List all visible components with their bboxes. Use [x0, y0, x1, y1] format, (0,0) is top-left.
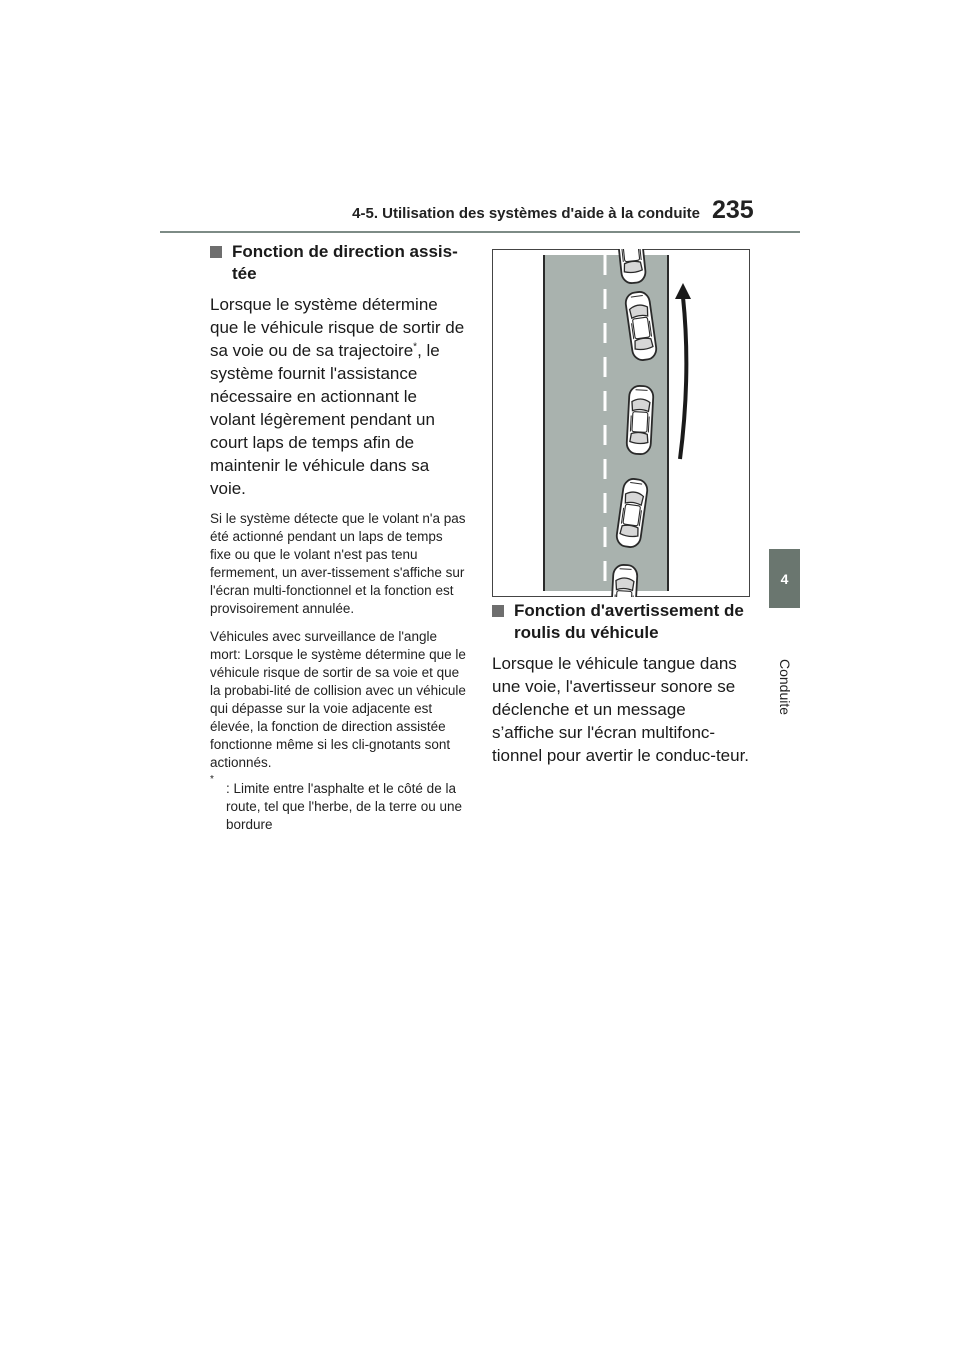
- steering-assist-intro: Lorsque le système détermine que le véhicule risque de sortir de sa voie ou de sa trajectoire*, le système fournit l'assistance nécessaire en actionnant le volant légèrement pendant un court laps de temps afin de maintenir le véhicule dans sa voie.: [210, 295, 465, 498]
- sway-warning-heading: [492, 600, 752, 644]
- square-bullet-icon: [210, 246, 222, 258]
- steering-assist-heading-text: Fonction de direction assis-tée: [232, 242, 458, 283]
- footnote: * : Limite entre l'asphalte et le côté de la route, tel que l'herbe, de la terre ou une bordure: [210, 774, 462, 832]
- sway-warning-text: Lorsque le véhicule tangue dans une voie, l'avertisseur sonore se déclenche et un message s’affiche sur l'écran multifonc-tionnel pour avertir le conduc-teur.: [492, 654, 750, 765]
- chapter-number: 4: [780, 570, 789, 587]
- steering-assist-note-1: Si le système détecte que le volant n'a pas été actionné pendant un laps de temps fixe ou que le volant n'est pas tenu fermement, un aver-tissement s'affiche sur l'écran multi-fonctionnel et la fonction est provisoirement annulée.: [210, 511, 466, 616]
- steering-assist-heading: [210, 241, 466, 285]
- sway-warning-section: [492, 600, 752, 767]
- lane-keeping-illustration: [492, 249, 750, 597]
- sway-warning-heading-text: Fonction d'avertissement de roulis du véhicule: [514, 601, 744, 642]
- car-icon: [610, 564, 638, 597]
- footnote-text: : Limite entre l'asphalte et le côté de la route, tel que l'herbe, de la terre ou une bordure: [226, 781, 462, 832]
- asterisk-mark: *: [413, 341, 418, 353]
- page-number: 235: [712, 196, 754, 224]
- steering-assist-section: [210, 241, 466, 834]
- header-divider: [160, 231, 800, 233]
- chapter-label: Conduite: [777, 658, 793, 716]
- section-title: 4-5. Utilisation des systèmes d'aide à la conduite: [352, 205, 700, 222]
- chapter-tab[interactable]: [769, 549, 800, 608]
- car-icon: [626, 385, 654, 454]
- steering-assist-note-2: Véhicules avec surveillance de l'angle mort: Lorsque le système détermine que le véhicule risque de sortir de sa voie et que la probabi-lité de collision avec un véhicule qui dépasse sur la voie adjacente est élevée, la fonction de direction assistée fonctionne même si les cli-gnotants sont actionnés.: [210, 629, 466, 770]
- square-bullet-icon: [492, 605, 504, 617]
